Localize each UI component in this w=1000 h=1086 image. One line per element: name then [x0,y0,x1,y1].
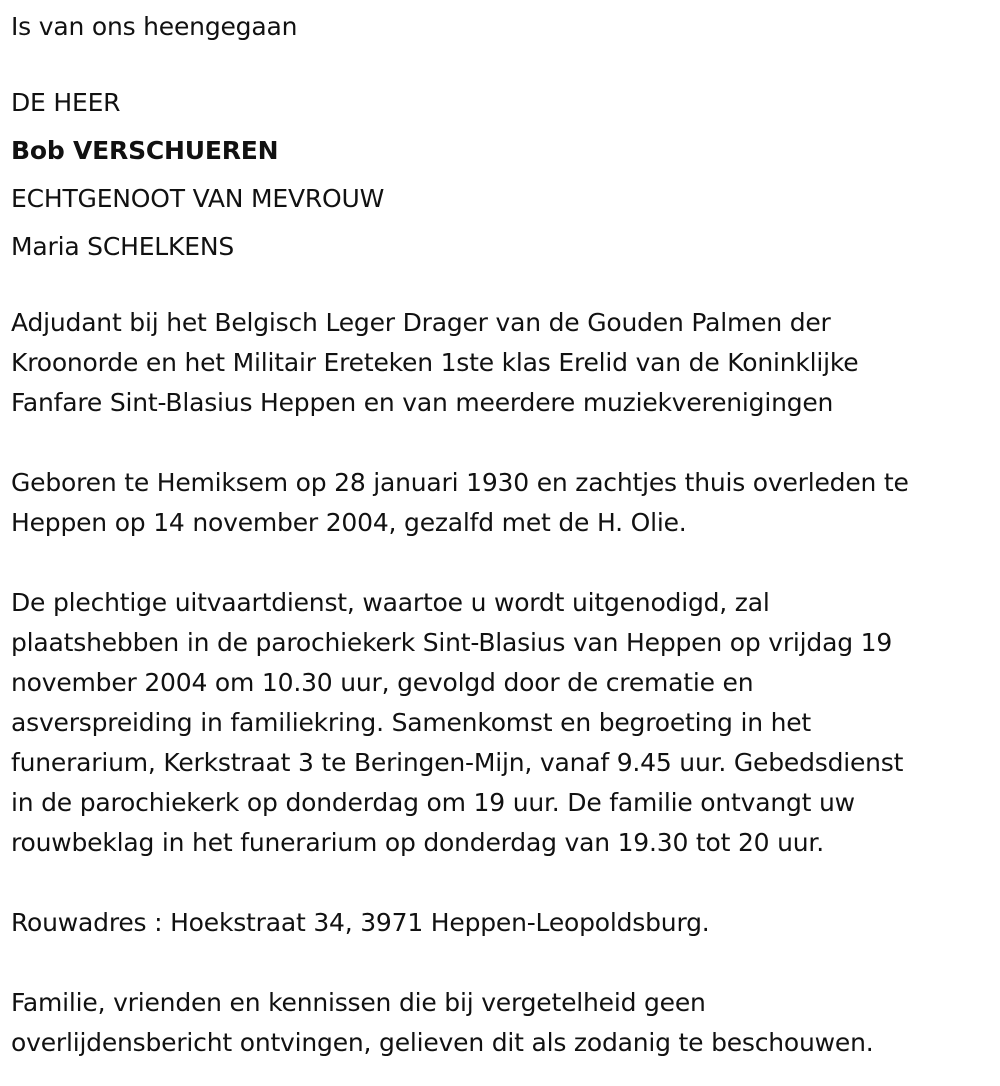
honors-paragraph [11,303,986,423]
spacer [11,271,986,303]
funeral-line: in de parochiekerk op donderdag om 19 uur. De familie ontvangt uw [11,788,855,817]
deceased-name: Bob VERSCHUEREN [11,136,279,165]
spacer [11,863,986,903]
birth-death-line: Heppen op 14 november 2004, gezalfd met de H. Olie. [11,508,687,537]
birth-death-line: Geboren te Hemiksem op 28 januari 1930 en zachtjes thuis overleden te [11,468,909,497]
funeral-line: november 2004 om 10.30 uur, gevolgd door de crematie en [11,668,754,697]
deceased-title: DE HEER [11,88,121,117]
honors-line: Fanfare Sint-Blasius Heppen en van meerdere muziekverenigingen [11,388,834,417]
honors-line: Adjudant bij het Belgisch Leger Drager van de Gouden Palmen der [11,308,831,337]
closing-line: overlijdensbericht ontvingen, gelieven dit als zodanig te beschouwen. [11,1028,874,1057]
funeral-line: plaatshebben in de parochiekerk Sint-Blasius van Heppen op vrijdag 19 [11,628,893,657]
honors-line: Kroonorde en het Militair Ereteken 1ste klas Erelid van de Koninklijke [11,348,859,377]
mourning-address: Rouwadres : Hoekstraat 34, 3971 Heppen-Leopoldsburg. [11,908,710,937]
closing-paragraph [11,983,986,1063]
funeral-line: asverspreiding in familiekring. Samenkomst en begroeting in het [11,708,812,737]
address-paragraph [11,903,986,943]
funeral-line: De plechtige uitvaartdienst, waartoe u wordt uitgenodigd, zal [11,588,770,617]
spacer [11,47,986,79]
spacer [11,423,986,463]
spouse-relation: ECHTGENOOT VAN MEVROUW [11,184,385,213]
closing-line: Familie, vrienden en kennissen die bij vergetelheid geen [11,988,706,1017]
birth-death-paragraph [11,463,986,543]
funeral-line: rouwbeklag in het funerarium op donderdag van 19.30 tot 20 uur. [11,828,824,857]
spacer [11,543,986,583]
spouse-name: Maria SCHELKENS [11,232,234,261]
intro-text: Is van ons heengegaan [11,12,298,41]
spacer [11,943,986,983]
funeral-line: funerarium, Kerkstraat 3 te Beringen-Mijn, vanaf 9.45 uur. Gebedsdienst [11,748,904,777]
obituary-notice [11,7,986,1063]
funeral-paragraph [11,583,986,863]
